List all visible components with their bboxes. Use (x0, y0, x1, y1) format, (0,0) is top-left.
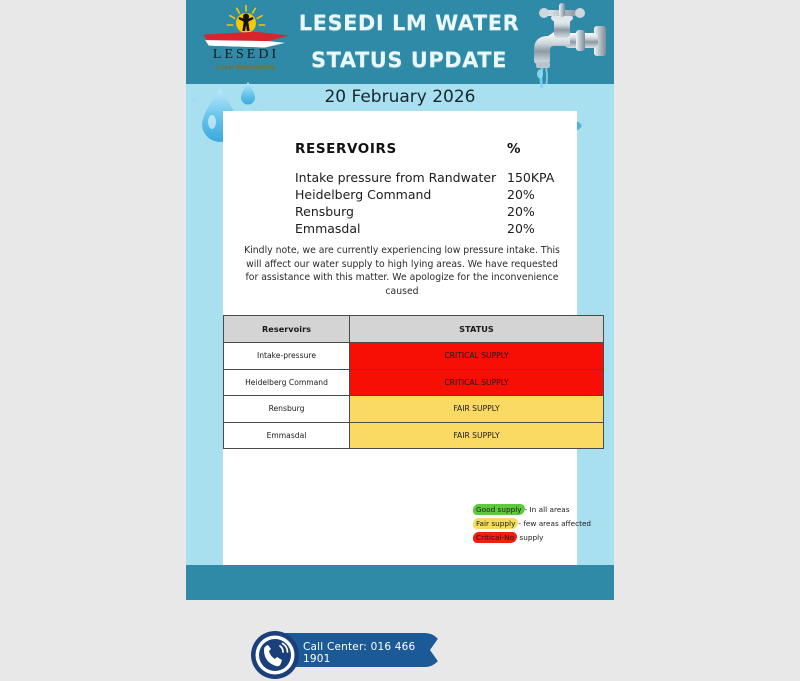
logo-wordmark: LESEDI (212, 47, 280, 62)
phone-ringing-icon (249, 629, 301, 681)
reservoir-item (295, 203, 565, 220)
row-reservoir: Rensburg (224, 396, 350, 423)
percent-col-header: % (507, 141, 522, 157)
table-header-row (224, 316, 604, 343)
legend-item-critical (473, 531, 613, 545)
legend-desc-good: - In all areas (524, 505, 570, 514)
poster-title (294, 5, 524, 79)
reservoir-value: 20% (507, 221, 535, 236)
row-reservoir: Emmasdal (224, 422, 350, 449)
water-tap-icon (518, 0, 610, 92)
poster-header (186, 0, 614, 84)
legend-badge-fair: Fair supply (473, 518, 518, 529)
table-row (224, 422, 604, 449)
title-line-2: STATUS UPDATE (311, 48, 507, 72)
header-status: STATUS (350, 316, 604, 343)
reservoirs-list-header (295, 141, 565, 157)
supply-legend (473, 503, 613, 545)
row-reservoir: Intake-pressure (224, 343, 350, 370)
table-row (224, 369, 604, 396)
status-table (223, 315, 604, 449)
lesedi-logo (196, 3, 296, 81)
row-status: CRITICAL SUPPLY (350, 369, 604, 396)
poster-footer (186, 565, 614, 600)
legend-badge-critical: Critical-No (473, 532, 517, 543)
reservoir-value: 20% (507, 187, 535, 202)
legend-desc-fair: - few areas affected (518, 519, 592, 528)
row-status: FAIR SUPPLY (350, 396, 604, 423)
reservoirs-col-header: RESERVOIRS (295, 141, 397, 157)
reservoir-item (295, 220, 565, 237)
table-row (224, 343, 604, 370)
call-center-label: Call Center: 016 466 1901 (303, 641, 416, 665)
reservoir-value: 20% (507, 204, 535, 219)
poster-date: 20 February 2026 (324, 87, 476, 107)
row-reservoir: Heidelberg Command (224, 369, 350, 396)
reservoir-name: Intake pressure from Randwater (295, 170, 497, 185)
legend-item-fair (473, 517, 613, 531)
reservoir-value: 150KPA (507, 170, 555, 185)
legend-desc-critical: supply (517, 533, 544, 542)
legend-badge-good: Good supply (473, 504, 525, 515)
logo-subtitle: Local Municipality (216, 65, 276, 71)
legend-item-good (473, 503, 613, 517)
reservoir-item (295, 186, 565, 203)
poster-body (223, 111, 592, 665)
title-line-1: LESEDI LM WATER (298, 11, 520, 35)
reservoir-name: Heidelberg Command (295, 187, 432, 202)
notice-text: Kindly note, we are currently experiencing low pressure intake. This will affect our water supply to high lying areas. We have requested for assistance with this matter. We apologize for the inconvenience caused (244, 245, 560, 297)
reservoirs-list (295, 141, 565, 237)
row-status: FAIR SUPPLY (350, 422, 604, 449)
water-status-poster (186, 0, 614, 665)
reservoir-name: Rensburg (295, 204, 354, 219)
row-status: CRITICAL SUPPLY (350, 343, 604, 370)
table-row (224, 396, 604, 423)
reservoir-name: Emmasdal (295, 221, 361, 236)
reservoir-item (295, 169, 565, 186)
water-tap-graphic (518, 0, 610, 84)
header-reservoirs: Reservoirs (224, 316, 350, 343)
